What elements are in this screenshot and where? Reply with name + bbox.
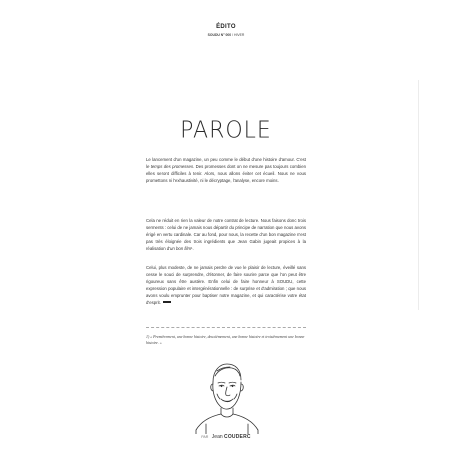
issue-season: / HIVER: [231, 33, 245, 37]
margin-rule: [418, 80, 419, 310]
section-kicker: ÉDITO: [216, 24, 236, 30]
author-first-name: Jean: [211, 434, 223, 440]
paragraph-3: [146, 265, 306, 306]
paragraph-2-text-c: ¹.: [191, 245, 194, 251]
issue-number: SOUDU N° 000: [207, 33, 232, 37]
footnote: 1) « Premièrement, une bonne histoire, deuxièmement, une bonne histoire et troisièmement une bonne histoire. »: [146, 335, 305, 345]
paragraph-2-emphasis: un bon film: [170, 245, 192, 251]
footnote-divider: [146, 327, 306, 328]
paragraph-1-emphasis: le temps des promesses: [146, 163, 194, 169]
author-last-name: COUDERC: [224, 434, 251, 440]
paragraph-1-text-a: Le lancement d'un magazine, un peu comme le début d'une histoire d'amour. C'est: [146, 157, 306, 162]
author-portrait-icon: [186, 356, 266, 434]
byline-prefix: PAR: [201, 435, 209, 439]
author-byline: [0, 434, 452, 440]
paragraph-3-text: Celui, plus modeste, de ne jamais perdre de vue le plaisir de lecture, éveillé sans cesse le souci de surprendre, d'étonner, de faire sourire parce que l'on peut être rigoureux sans être austère. Enfin celui de faire honneur à SOUDU, cette expression populaire et intergénérationnelle : de surprise et d'admiration ; que nous avons voulu emprunter pour baptiser notre magazine, et qui caractérise votre état d'esprit.: [146, 265, 306, 305]
paragraph-1: [146, 157, 306, 185]
page-title: PAROLE: [180, 117, 272, 144]
end-mark-icon: [163, 301, 171, 303]
paragraph-2: [146, 218, 306, 253]
paragraph-1-text-c: . Des promesses dont on ne mesure pas toujours combien elles seront difficiles à tenir. Alors, nous allons éviter cet écueil. Nous ne vous promettons ni l'exhaustivité, ni le décryptage, l'analyse, encore moins.: [146, 163, 306, 183]
issue-line: [0, 33, 452, 37]
paragraph-2-text-a: Cela ne réduit en rien la valeur de notre contrat de lecture. Nous faisons donc trois serments : celui de ne jamais nous départir du principe de narration que nous avons érigé en vertu cardinale. Car au fond, pour nous, la recette d'un bon magazine n'est pas très éloignée des trois ingrédients que Jean Gabin jugeait propices à la réalisation d': [146, 218, 306, 251]
